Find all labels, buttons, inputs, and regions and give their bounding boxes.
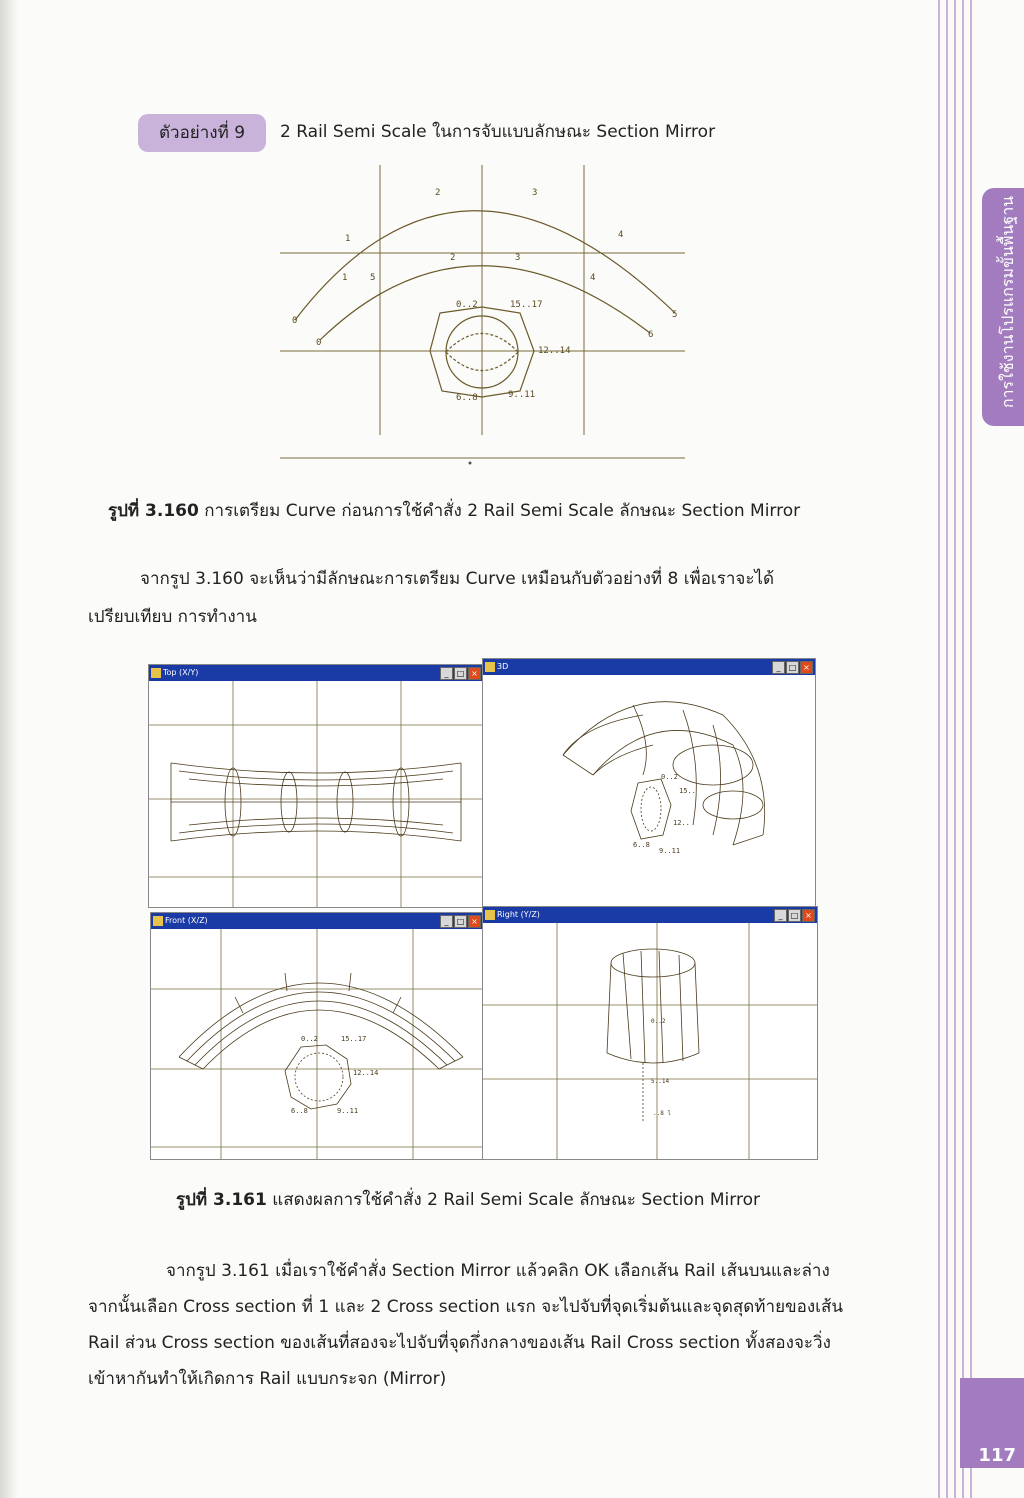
curve-label: 1 xyxy=(345,234,351,244)
curve-label: 6 xyxy=(648,330,654,340)
maximize-icon[interactable]: □ xyxy=(786,661,799,674)
chapter-side-tab-label: การใช้งานโปรแกรมขั้นพื้นฐาน xyxy=(998,195,1017,409)
figure2-caption-label: รูปที่ 3.161 xyxy=(176,1190,267,1210)
window-controls xyxy=(440,667,481,679)
margin-rule xyxy=(970,0,972,1498)
svg-text:..8 l: ..8 l xyxy=(653,1110,672,1117)
curve-label: 2 xyxy=(435,188,441,198)
curve-label: 3 xyxy=(515,253,521,263)
figure1-caption-label: รูปที่ 3.160 xyxy=(108,501,199,521)
curve-label: 2 xyxy=(450,253,456,263)
section-label: 9..11 xyxy=(508,390,536,400)
section-label: 6..8 xyxy=(456,393,478,403)
window-app-icon xyxy=(153,916,163,926)
example-badge: ตัวอย่างที่ 9 xyxy=(138,114,266,152)
figure-curve-preparation xyxy=(270,165,700,470)
figure2-caption xyxy=(176,1186,760,1213)
window-app-icon xyxy=(151,668,161,678)
section-label: 6..8 xyxy=(633,841,650,849)
page-number: 117 xyxy=(978,1445,1016,1466)
curve-label: 3 xyxy=(532,188,538,198)
curve-label: 0 xyxy=(316,338,322,348)
minimize-icon[interactable]: _ xyxy=(774,909,787,922)
window-app-icon xyxy=(485,910,495,920)
section-label: 15..17 xyxy=(510,300,543,310)
paragraph2-line2: จากนั้นเลือก Cross section ที่ 1 และ 2 Cross section แรก จะไปจับที่จุดเริ่มต้นและจุดสุดท้ายของเส้น xyxy=(88,1297,843,1317)
close-icon[interactable]: × xyxy=(802,909,815,922)
section-label: 9..11 xyxy=(659,847,681,855)
viewport-front[interactable] xyxy=(150,912,484,1160)
viewport-top-title: Top (X/Y) xyxy=(163,668,199,677)
maximize-icon[interactable]: □ xyxy=(788,909,801,922)
close-icon[interactable]: × xyxy=(468,915,481,928)
page-gutter xyxy=(0,0,18,1498)
paragraph2-line3: Rail ส่วน Cross section ของเส้นที่สองจะไปจับที่จุดกึ่งกลางของเส้น Rail Cross section ทั้งสองจะวิ่ง xyxy=(88,1333,831,1353)
svg-text:0..2: 0..2 xyxy=(651,1018,666,1025)
close-icon[interactable]: × xyxy=(468,667,481,680)
minimize-icon[interactable]: _ xyxy=(772,661,785,674)
minimize-icon[interactable]: _ xyxy=(440,915,453,928)
margin-rule xyxy=(946,0,948,1498)
viewport-3d-canvas xyxy=(483,675,815,907)
maximize-icon[interactable]: □ xyxy=(454,667,467,680)
page-number-box xyxy=(960,1378,1024,1468)
paragraph2-line4: เข้าหากันทำให้เกิดการ Rail แบบกระจก (Mirror) xyxy=(88,1369,447,1389)
margin-rule xyxy=(954,0,956,1498)
curve-label: 4 xyxy=(618,230,624,240)
viewport-3d-titlebar xyxy=(483,659,815,675)
viewport-3d-title: 3D xyxy=(497,662,509,671)
close-icon[interactable]: × xyxy=(800,661,813,674)
chapter-side-tab xyxy=(982,188,1024,426)
viewport-3d[interactable] xyxy=(482,658,816,908)
curve-label: 5 xyxy=(370,273,376,283)
viewport-top-canvas xyxy=(149,681,483,907)
viewport-right-canvas xyxy=(483,923,817,1159)
figure1-caption-text: การเตรียม Curve ก่อนการใช้คำสั่ง 2 Rail Semi Scale ลักษณะ Section Mirror xyxy=(204,501,801,521)
window-app-icon xyxy=(485,662,495,672)
section-label: 12.. xyxy=(673,819,690,827)
section-label: 6..8 xyxy=(291,1107,308,1115)
section-label: 0..2 xyxy=(301,1035,318,1043)
example-title: 2 Rail Semi Scale ในการจับแบบลักษณะ Section Mirror xyxy=(280,122,716,142)
svg-text:5..14: 5..14 xyxy=(651,1078,670,1085)
window-controls xyxy=(774,909,815,921)
section-label: 15..17 xyxy=(341,1035,367,1043)
margin-rule xyxy=(938,0,940,1498)
paragraph1-line2: เปรียบเทียบ การทำงาน xyxy=(88,607,257,627)
margin-rule xyxy=(962,0,964,1498)
figure1-caption xyxy=(108,497,800,524)
paragraph2-line1: จากรูป 3.161 เมื่อเราใช้คำสั่ง Section Mirror แล้วคลิก OK เลือกเส้น Rail เส้นบนและล่าง xyxy=(166,1261,830,1281)
viewport-right-titlebar xyxy=(483,907,817,923)
section-label: 9..11 xyxy=(337,1107,359,1115)
curve-label: 0 xyxy=(292,316,298,326)
viewport-front-titlebar xyxy=(151,913,483,929)
window-controls xyxy=(440,915,481,927)
viewport-right[interactable] xyxy=(482,906,818,1160)
section-label: 0..2 xyxy=(456,300,478,310)
paragraph1-line1: จากรูป 3.160 จะเห็นว่ามีลักษณะการเตรียม Curve เหมือนกับตัวอย่างที่ 8 เพื่อเราจะได้ xyxy=(140,569,775,589)
minimize-icon[interactable]: _ xyxy=(440,667,453,680)
window-controls xyxy=(772,661,813,673)
viewport-front-title: Front (X/Z) xyxy=(165,916,208,925)
curve-label: 5 xyxy=(672,310,678,320)
viewport-top[interactable] xyxy=(148,664,484,908)
viewport-right-title: Right (Y/Z) xyxy=(497,910,540,919)
section-label: 15.. xyxy=(679,787,696,795)
curve-label: 4 xyxy=(590,273,596,283)
viewport-top-titlebar xyxy=(149,665,483,681)
viewport-front-canvas xyxy=(151,929,483,1159)
section-label: 0..2 xyxy=(661,773,678,781)
maximize-icon[interactable]: □ xyxy=(454,915,467,928)
curve-label: 1 xyxy=(342,273,348,283)
section-label: 12..14 xyxy=(353,1069,379,1077)
figure2-caption-text: แสดงผลการใช้คำสั่ง 2 Rail Semi Scale ลักษณะ Section Mirror xyxy=(272,1190,760,1210)
section-label: 12..14 xyxy=(538,346,571,356)
